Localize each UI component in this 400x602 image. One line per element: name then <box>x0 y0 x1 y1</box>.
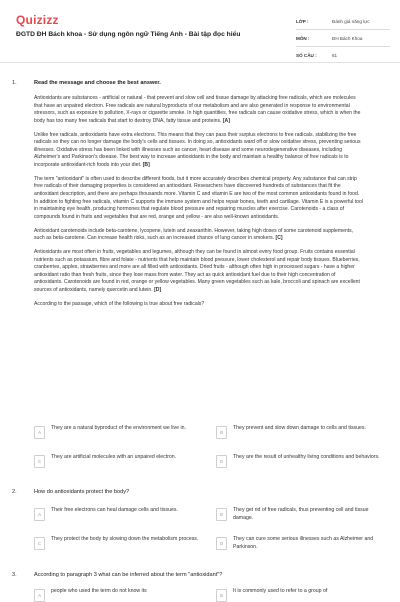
question-number: 1. <box>12 80 17 86</box>
option-letter: C <box>34 537 45 550</box>
meta-row-count <box>296 47 390 63</box>
answer-option-d[interactable] <box>216 454 388 468</box>
passage-paragraph: Antioxidants are most often in fruits, vegetables and legumes, although they can be found in almost every food group. Fruits contains essential nutrients such as potassium, fibre and folate - nutrients that help maintain blood pressure, lower cholesterol and repair body tissues. Blueberries, cranberries, apples, strawberries and more are all filled with antioxidants. Dried fruits - although often high in processed sugars - have a higher antioxidant ratio than fresh fruits, since they lose mass from water. They act as quick antioxidant fuel due to their high concentration of antioxidants. Carotenoids are found in red, orange or yellow vegetables. Many green vegetables such as kale, broccoli and spinach are excellent sources of antioxidants, namely quercetin and lutein. [D] <box>34 248 360 294</box>
meta-row-class <box>296 13 390 30</box>
option-letter: C <box>34 455 45 468</box>
meta-key: LỚP : <box>296 18 309 24</box>
meta-row-subject <box>296 30 390 47</box>
option-letter: B <box>216 508 227 521</box>
answer-option-b[interactable] <box>216 425 388 439</box>
answer-option-c[interactable] <box>34 454 206 468</box>
option-letter: B <box>216 589 227 602</box>
option-letter: A <box>34 589 45 602</box>
meta-value: 61 <box>332 52 338 58</box>
meta-value: ĐH Bách Khoa <box>332 35 363 41</box>
question-stem: According to the passage, which of the following is true about free radicals? <box>34 300 205 307</box>
option-text: They protect the body by slowing down the metabolism process. <box>51 536 199 542</box>
option-letter: A <box>34 426 45 439</box>
answer-option-a[interactable] <box>34 507 206 521</box>
question-prompt: Read the message and choose the best answer. <box>34 80 161 86</box>
option-text: Their free electrons can heal damage cells and tissues. <box>51 507 178 513</box>
paragraph-marker: [C] <box>275 235 283 242</box>
question-number: 2. <box>12 489 17 495</box>
paragraph-marker: [B] <box>142 162 150 169</box>
question-number: 3. <box>12 572 17 578</box>
option-text: people who used the term do not know its <box>51 588 147 594</box>
answer-option-d[interactable] <box>216 536 388 551</box>
option-letter: D <box>216 537 227 550</box>
meta-value: Đánh giá năng lực <box>332 18 370 24</box>
option-letter: D <box>216 455 227 468</box>
meta-key: SỐ CÂU : <box>296 52 317 58</box>
option-text: They prevent and slow down damage to cells and tissues. <box>233 425 366 431</box>
reading-passage <box>34 95 364 314</box>
passage-paragraph: The term "antioxidant" is often used to describe different foods, but it more accurately describes chemical property. Any substance that can strip free radicals of their damaging properties is considered an antioxidant. Researchers have discovered hundreds of substances that fit the antioxidant description, and there are perhaps thousands more. Vitamin C and vitamin E are two of the most common antioxidants found in food. In addition to fighting free radicals, vitamin C supports the immune system and helps repair bones, teeth and cartilage. Vitamin E is a powerful tool in maintaining eye health, producing hormones that regulate blood pressure and repairing muscles after exercise. Carotenoids - a class of compounds found in fruits and vegetables that are red, orange and yellow - are also well-known antioxidants. <box>34 175 363 220</box>
option-text: They are a natural byproduct of the environment we live in. <box>51 425 186 431</box>
option-text: It is commonly used to refer to a group of <box>233 588 328 594</box>
option-letter: B <box>216 426 227 439</box>
passage-paragraph: Unlike free radicals, antioxidants have extra electrons. This means that they can pass their surplus electrons to free radicals, stabilizing the free radicals so they can no longer damage the body's cells and tissues. In doing so, antioxidants ward off or slow oxidative stress, preventing serious illnesses. Oxidative stress has been linked with illnesses such as cancer, heart disease and some neurodegenerative diseases, including Alzheimer's and Parkinson's disease. The best way to increase antioxidants in the body and maintain a healthy balance of free radicals is to incorporate antioxidant-rich foods into your diet. [B] <box>34 131 361 169</box>
passage-paragraph: Antioxidants are substances - artificial or natural - that prevent and slow cell and tissue damage by attacking free radicals, which are molecules that have an unpaired electron. Free radicals are natural byproducts of our metabolism and are also generated in response to environmental stressors, such as exposure to pollution, X-rays or cigarette smoke. In high quantities, free radicals can cause oxidative stress, which is when the body has too many free radicals that start to destroy DNA, fatty tissue and proteins. [A] <box>34 95 361 124</box>
paragraph-marker: [D] <box>154 287 162 294</box>
option-text: They are artificial molecules with an unpaired electron. <box>51 454 177 460</box>
meta-key: MÔN : <box>296 35 310 41</box>
answer-option-b[interactable] <box>216 507 388 522</box>
worksheet-title: ĐGTD ĐH Bách khoa - Sử dụng ngôn ngữ Tiếng Anh - Bài tập đọc hiểu <box>16 31 241 38</box>
option-letter: A <box>34 508 45 521</box>
option-text: They get rid of free radicals, thus preventing cell and tissue damage. <box>233 507 369 521</box>
option-text: They can cure some serious illnesses such as Alzheimer and Parkinson. <box>233 536 374 550</box>
option-text: They are the result of unhealthy living conditions and behaviors. <box>233 454 380 460</box>
passage-paragraph: Antioxidant carotenoids include beta-carotene, lycopene, lutein and zeaxanthin. However, taking high doses of some carotenoid supplements, such as beta-carotene. Can increase health risks, such as an increased chance of lung cancer in smokers. [C] <box>34 227 354 242</box>
header-divider <box>0 62 400 63</box>
paragraph-marker: [A] <box>222 117 230 124</box>
answer-option-c[interactable] <box>34 536 206 550</box>
question-prompt: How do antioxidants protect the body? <box>34 489 130 495</box>
quizizz-logo[interactable]: Quizizz <box>16 13 59 27</box>
worksheet-meta <box>296 13 390 63</box>
answer-option-a[interactable] <box>34 425 206 439</box>
question-prompt: According to paragraph 3 what can be inferred about the term "antioxidant"? <box>34 572 223 578</box>
